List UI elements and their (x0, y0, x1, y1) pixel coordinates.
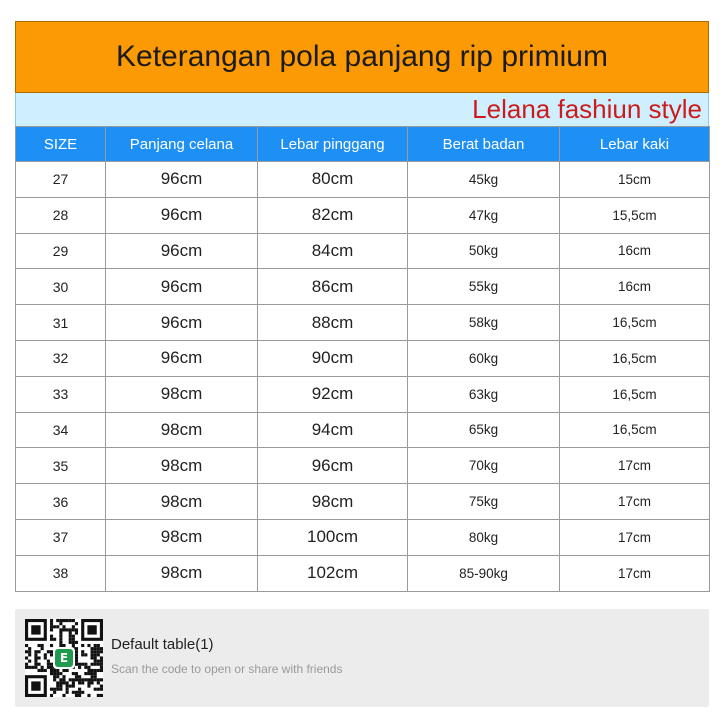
cell-berat-badan: 75kg (408, 484, 560, 520)
cell-lebar-kaki: 16,5cm (560, 412, 710, 448)
qr-code-icon[interactable] (25, 619, 103, 697)
header-lebar-pinggang: Lebar pinggang (258, 127, 408, 162)
cell-berat-badan: 47kg (408, 197, 560, 233)
cell-lebar-kaki: 17cm (560, 519, 710, 555)
cell-berat-badan: 65kg (408, 412, 560, 448)
cell-size: 33 (16, 376, 106, 412)
table-row (16, 305, 710, 341)
table-body (16, 162, 710, 592)
cell-lebar-pinggang: 100cm (258, 519, 408, 555)
table-row (16, 340, 710, 376)
cell-berat-badan: 45kg (408, 162, 560, 198)
cell-lebar-pinggang: 92cm (258, 376, 408, 412)
size-chart-sheet (15, 21, 709, 592)
spreadsheet-app-icon (53, 647, 75, 669)
cell-lebar-kaki: 16cm (560, 233, 710, 269)
cell-lebar-pinggang: 84cm (258, 233, 408, 269)
table-row (16, 233, 710, 269)
header-lebar-kaki: Lebar kaki (560, 127, 710, 162)
table-row (16, 269, 710, 305)
cell-lebar-pinggang: 80cm (258, 162, 408, 198)
cell-lebar-pinggang: 96cm (258, 448, 408, 484)
cell-size: 27 (16, 162, 106, 198)
cell-size: 31 (16, 305, 106, 341)
cell-size: 35 (16, 448, 106, 484)
cell-size: 32 (16, 340, 106, 376)
cell-berat-badan: 60kg (408, 340, 560, 376)
header-panjang-celana: Panjang celana (106, 127, 258, 162)
table-row (16, 412, 710, 448)
cell-berat-badan: 80kg (408, 519, 560, 555)
cell-panjang-celana: 98cm (106, 448, 258, 484)
cell-panjang-celana: 98cm (106, 376, 258, 412)
cell-panjang-celana: 98cm (106, 519, 258, 555)
size-table (15, 126, 710, 592)
table-row (16, 484, 710, 520)
table-row (16, 519, 710, 555)
cell-berat-badan: 70kg (408, 448, 560, 484)
cell-lebar-kaki: 16cm (560, 269, 710, 305)
cell-panjang-celana: 96cm (106, 340, 258, 376)
cell-size: 37 (16, 519, 106, 555)
cell-panjang-celana: 96cm (106, 269, 258, 305)
chart-title: Keterangan pola panjang rip primium (15, 21, 709, 93)
header-size: SIZE (16, 127, 106, 162)
cell-lebar-pinggang: 86cm (258, 269, 408, 305)
cell-berat-badan: 55kg (408, 269, 560, 305)
cell-lebar-kaki: 16,5cm (560, 340, 710, 376)
cell-berat-badan: 85-90kg (408, 555, 560, 591)
cell-berat-badan: 58kg (408, 305, 560, 341)
cell-panjang-celana: 98cm (106, 412, 258, 448)
cell-lebar-pinggang: 102cm (258, 555, 408, 591)
share-card[interactable] (15, 609, 709, 707)
cell-lebar-pinggang: 82cm (258, 197, 408, 233)
header-berat-badan: Berat badan (408, 127, 560, 162)
share-subtitle: Scan the code to open or share with friends (111, 662, 343, 676)
cell-panjang-celana: 96cm (106, 197, 258, 233)
table-row (16, 555, 710, 591)
app-glyph: E (55, 649, 73, 667)
cell-size: 30 (16, 269, 106, 305)
cell-panjang-celana: 96cm (106, 233, 258, 269)
cell-size: 28 (16, 197, 106, 233)
cell-lebar-kaki: 15,5cm (560, 197, 710, 233)
share-title[interactable]: Default table(1) (111, 636, 214, 653)
table-header-row (16, 127, 710, 162)
cell-berat-badan: 63kg (408, 376, 560, 412)
cell-lebar-kaki: 17cm (560, 484, 710, 520)
cell-lebar-kaki: 15cm (560, 162, 710, 198)
cell-lebar-pinggang: 98cm (258, 484, 408, 520)
cell-size: 34 (16, 412, 106, 448)
cell-panjang-celana: 96cm (106, 162, 258, 198)
cell-panjang-celana: 96cm (106, 305, 258, 341)
cell-lebar-kaki: 16,5cm (560, 376, 710, 412)
cell-berat-badan: 50kg (408, 233, 560, 269)
cell-size: 36 (16, 484, 106, 520)
table-row (16, 162, 710, 198)
cell-size: 29 (16, 233, 106, 269)
cell-lebar-kaki: 17cm (560, 555, 710, 591)
table-row (16, 448, 710, 484)
cell-size: 38 (16, 555, 106, 591)
table-row (16, 197, 710, 233)
table-row (16, 376, 710, 412)
cell-lebar-kaki: 16,5cm (560, 305, 710, 341)
cell-panjang-celana: 98cm (106, 555, 258, 591)
cell-lebar-kaki: 17cm (560, 448, 710, 484)
cell-panjang-celana: 98cm (106, 484, 258, 520)
cell-lebar-pinggang: 94cm (258, 412, 408, 448)
cell-lebar-pinggang: 88cm (258, 305, 408, 341)
cell-lebar-pinggang: 90cm (258, 340, 408, 376)
brand-label: Lelana fashiun style (15, 93, 709, 126)
